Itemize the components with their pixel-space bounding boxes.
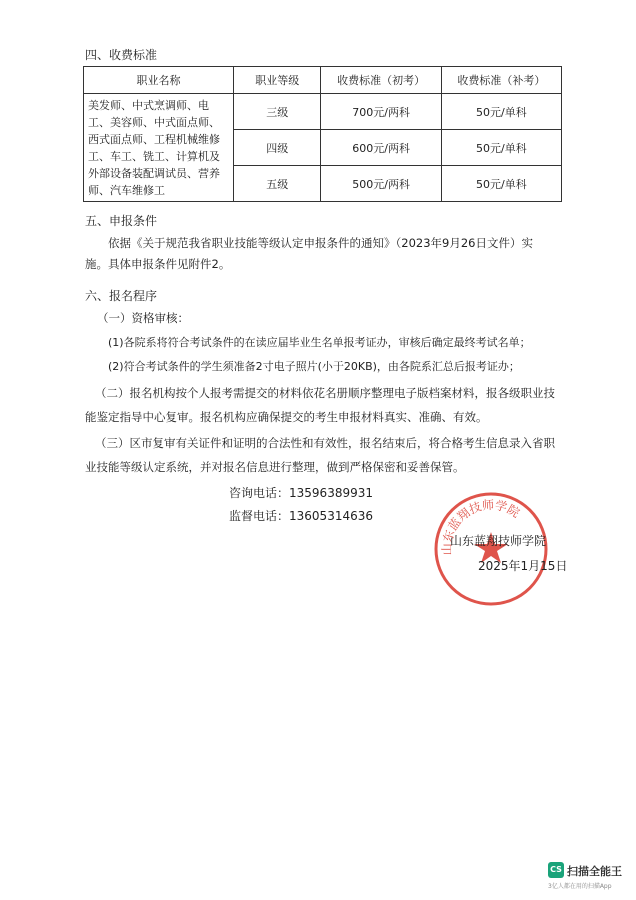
- consult-number: 13596389931: [289, 486, 373, 500]
- seal-text: 山东蓝翔技师学院: [439, 497, 523, 556]
- consult-label: 咨询电话：: [229, 486, 290, 500]
- fee-table: [83, 66, 562, 202]
- section-6-sub1-title: （一）资格审核：: [97, 311, 189, 325]
- section-6-sub2: （二）报名机构按个人报考需提交的材料依花名册顺序整理电子版档案材料，报各级职业技能鉴定指导中心复审。报名机构应确保提交的考生申报材料真实、准确、有效。: [85, 386, 555, 424]
- signature-org: 山东蓝翔技师学院: [450, 534, 547, 548]
- consult-phone: [229, 484, 373, 501]
- supervise-label: 监督电话：: [229, 509, 290, 523]
- level-cell: 五级: [234, 166, 321, 202]
- official-seal: [430, 488, 552, 610]
- header-initial-fee: 收费标准（初考）: [321, 67, 441, 94]
- supervise-phone: [229, 507, 373, 524]
- level-cell: 四级: [234, 130, 321, 166]
- makeup-fee-cell: 50元/单科: [441, 94, 561, 130]
- makeup-fee-cell: 50元/单科: [441, 130, 561, 166]
- initial-fee-cell: 600元/两科: [321, 130, 441, 166]
- occupation-names: 美发师、中式烹调师、电工、美容师、中式面点师、西式面点师、工程机械维修工、车工、铣工、计算机及外部设备装配调试员、营养师、汽车维修工: [84, 94, 234, 202]
- header-makeup-fee: 收费标准（补考）: [441, 67, 561, 94]
- camscanner-logo-icon: CS: [548, 862, 564, 878]
- header-level: 职业等级: [234, 67, 321, 94]
- footer-brand: 扫描全能王: [567, 865, 622, 878]
- initial-fee-cell: 500元/两科: [321, 166, 441, 202]
- table-header-row: [84, 67, 562, 94]
- section-6-sub3: （三）区市复审有关证件和证明的合法性和有效性，报名结束后，将合格考生信息录入省职业技能等级认定系统，并对报名信息进行整理，做到严格保密和妥善保管。: [85, 436, 555, 474]
- level-cell: 三级: [234, 94, 321, 130]
- makeup-fee-cell: 50元/单科: [441, 166, 561, 202]
- section-5-body: 依据《关于规范我省职业技能等级认定申报条件的通知》（2023年9月26日文件）实施。具体申报条件见附件2。: [85, 236, 533, 271]
- section-6-title: 六、报名程序: [85, 289, 158, 303]
- section-6-item2: (2)符合考试条件的学生须准备2寸电子照片(小于20KB)，由各院系汇总后报考证办；: [108, 360, 520, 373]
- table-row: [84, 94, 562, 130]
- footer-subtitle: 3亿人都在用的扫描App: [548, 883, 612, 890]
- section-6-item1: (1)各院系将符合考试条件的在读应届毕业生名单报考证办，审核后确定最终考试名单；: [108, 336, 531, 349]
- initial-fee-cell: 700元/两科: [321, 94, 441, 130]
- section-4-title: 四、收费标准: [85, 48, 158, 62]
- section-5-title: 五、申报条件: [85, 214, 158, 228]
- supervise-number: 13605314636: [289, 509, 373, 523]
- header-occupation: 职业名称: [84, 67, 234, 94]
- signature-date: 2025年1月15日: [478, 559, 568, 573]
